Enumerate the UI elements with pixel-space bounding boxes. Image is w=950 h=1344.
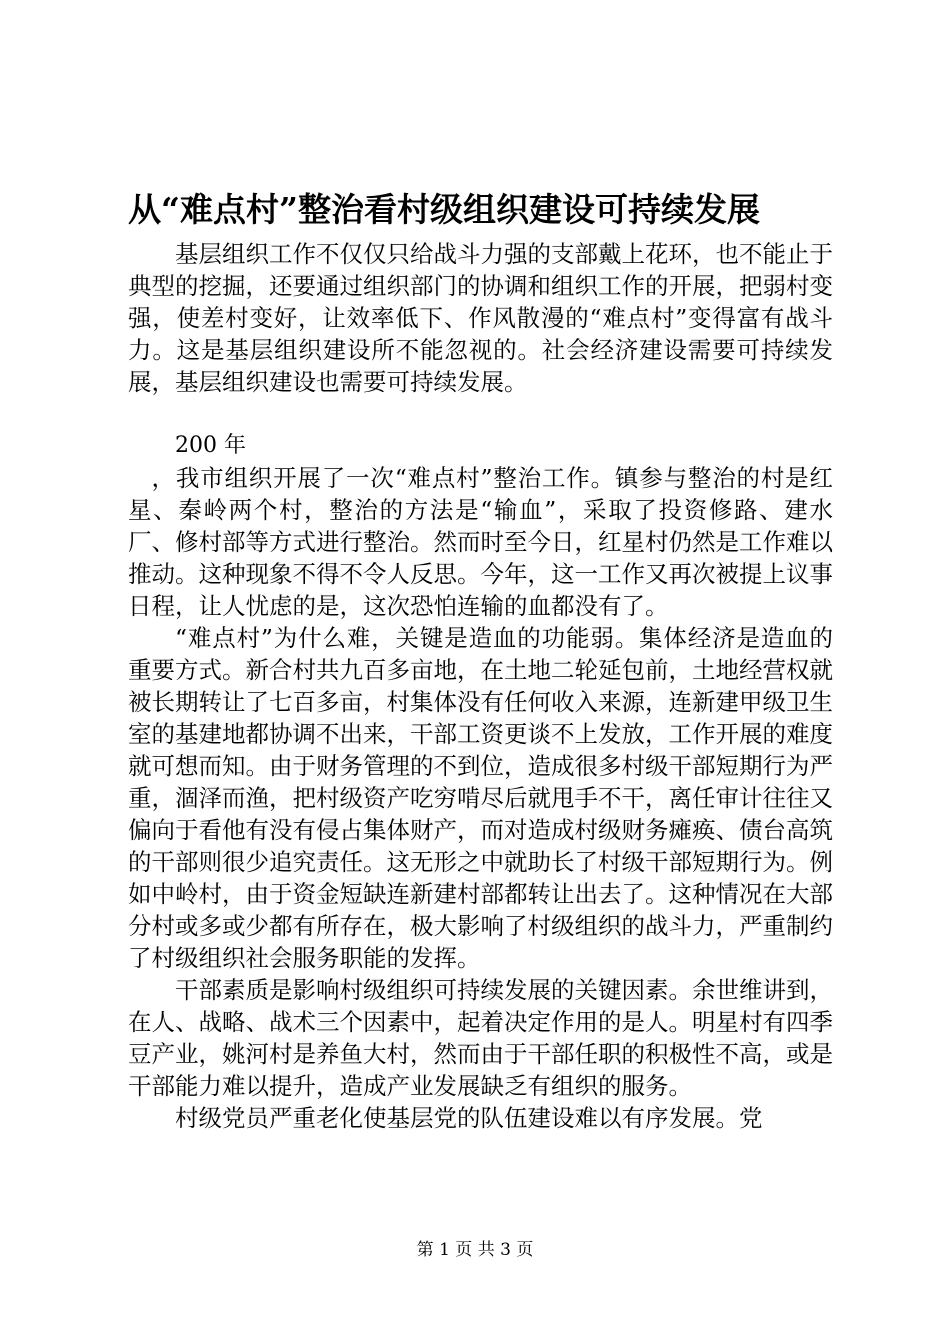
paragraph-cadre-quality: 干部素质是影响村级组织可持续发展的关键因素。余世维讲到，在人、战略、战术三个因素中，起着决定作用的是人。明星村有四季豆产业，姚河村是养鱼大村，然而由于干部任职的积极性不高，或是干部能力难以提升，造成产业发展缺乏有组织的服务。 — [128, 976, 833, 1100]
paragraph-intro: 基层组织工作不仅仅只给战斗力强的支部戴上花环，也不能止于典型的挖掘，还要通过组织部门的协调和组织工作的开展，把弱村变强，使差村变好，让效率低下、作风散漫的“难点村”变得富有战斗力。这是基层组织建设所不能忽视的。社会经济建设需要可持续发展，基层组织建设也需要可持续发展。 — [128, 240, 833, 396]
page-footer: 第 1 页 共 3 页 — [416, 1240, 534, 1260]
paragraph-rectification: ，我市组织开展了一次“难点村”整治工作。镇参与整治的村是红星、秦岭两个村，整治的方法是“输血”，采取了投资修路、建水厂、修村部等方式进行整治。然而时至今日，红星村仍然是工作难以推动。这种现象不得不令人反思。今年，这一工作又再次被提上议事日程，让人忧虑的是，这次恐怕连输的血都没有了。 — [128, 464, 833, 620]
document-title: 从“难点村”整治看村级组织建设可持续发展 — [128, 190, 760, 229]
paragraph-party-members: 村级党员严重老化使基层党的队伍建设难以有序发展。党 — [175, 1104, 763, 1132]
document-body — [128, 238, 833, 1134]
paragraph-year — [128, 430, 833, 462]
paragraph-blood-making: “难点村”为什么难，关键是造血的功能弱。集体经济是造血的重要方式。新合村共九百多亩地，在土地二轮延包前，土地经营权就被长期转让了七百多亩，村集体没有任何收入来源，连新建甲级卫生室的基建地都协调不出来，干部工资更谈不上发放，工作开展的难度就可想而知。由于财务管理的不到位，造成很多村级干部短期行为严重，涸泽而渔，把村级资产吃穷啃尽后就甩手不干，离任审计往往又偏向于看他有没有侵占集体财产，而对造成村级财务瘫痪、债台高筑的干部则很少追究责任。这无形之中就助长了村级干部短期行为。例如中岭村，由于资金短缺连新建村部都转让出去了。这种情况在大部分村或多或少都有所存在，极大影响了村级组织的战斗力，严重制约了村级组织社会服务职能的发挥。 — [128, 624, 833, 972]
year-label: 200 年 — [175, 433, 246, 458]
blank-line — [128, 398, 833, 430]
